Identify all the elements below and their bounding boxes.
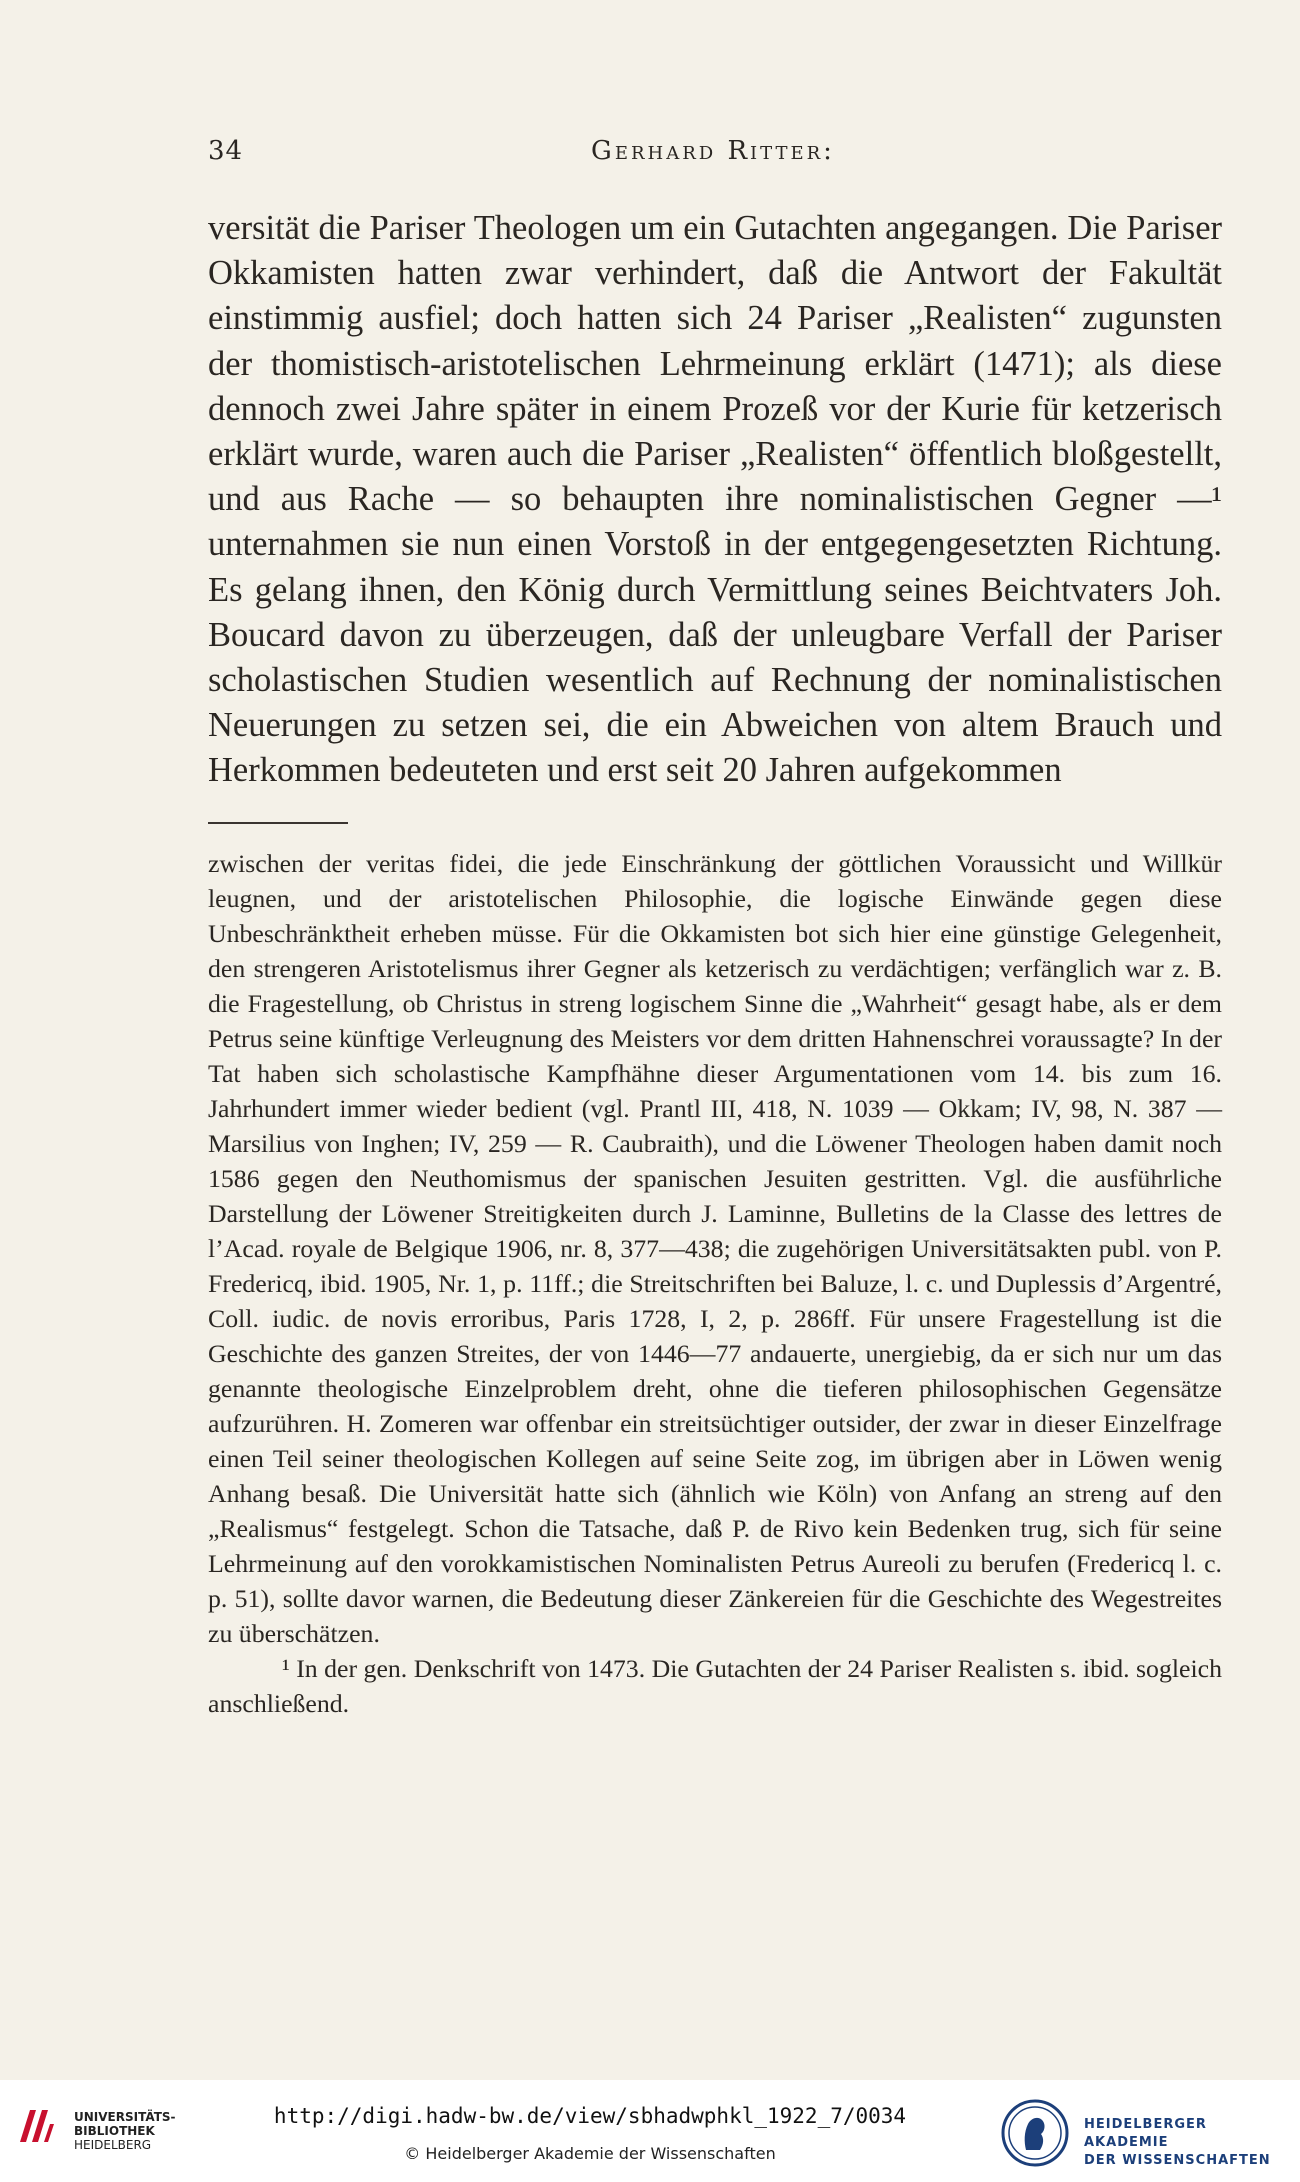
footnotes	[208, 846, 1222, 1721]
page-header	[208, 136, 1218, 176]
library-emblem-icon	[14, 2104, 58, 2148]
footnote-continued: zwischen der veritas fidei, die jede Einschränkung der göttlichen Voraussicht und Willkür leugnen, und der aristotelischen Philosophie, die logische Einwände gegen diese Unbeschränktheit erheben müsse. Für die Okkamisten bot sich hier eine günstige Gelegenheit, den strengeren Aristotelismus ihrer Gegner als ketzerisch zu verdächtigen; verfänglich war z. B. die Fragestellung, ob Christus in streng logischem Sinne die „Wahrheit“ gesagt habe, als er dem Petrus seine künftige Verleugnung des Meisters vor dem dritten Hahnenschrei voraussagte? In der Tat haben sich scholastische Kampfhähne dieser Argumentationen vom 14. bis zum 16. Jahrhundert immer wieder bedient (vgl. Prantl III, 418, N. 1039 — Okkam; IV, 98, N. 387 — Marsilius von Inghen; IV, 259 — R. Caubraith), und die Löwener Theologen haben damit noch 1586 gegen den Neuthomismus der spanischen Jesuiten gestritten. Vgl. die ausführliche Darstellung der Löwener Streitigkeiten durch J. Laminne, Bulletins de la Classe des lettres de l’Acad. royale de Belgique 1906, nr. 8, 377—438; die zugehörigen Universitätsakten publ. von P. Fredericq, ibid. 1905, Nr. 1, p. 11ff.; die Streitschriften bei Baluze, l. c. und Duplessis d’Argentré, Coll. iudic. de novis erroribus, Paris 1728, I, 2, p. 286ff. Für unsere Fragestellung ist die Geschichte des ganzen Streites, der von 1446—77 andauerte, unergiebig, da er sich nur um das genannte theologische Einzelproblem dreht, ohne die tieferen philosophischen Gegensätze aufzurühren. H. Zomeren war offenbar ein streitsüchtiger outsider, der zwar in dieser Einzelfrage einen Teil seiner theologischen Kollegen auf seine Seite zog, im übrigen aber in Löwen wenig Anhang besaß. Die Universität hatte sich (ähnlich wie Köln) von Anfang an streng auf den „Realismus“ festgelegt. Schon die Tatsache, daß P. de Rivo kein Bedenken trug, sich für seine Lehrmeinung auf den vorokkamistischen Nominalisten Petrus Aureoli zu berufen (Fredericq l. c. p. 51), sollte davor warnen, die Bedeutung dieser Zänkereien für die Geschichte des Wegestreites zu überschätzen.	[208, 849, 1222, 1648]
academy-name: HEIDELBERGER AKADEMIE DER WISSENSCHAFTEN	[1084, 2117, 1271, 2168]
footnote-1: ¹ In der gen. Denkschrift von 1473. Die Gutachten der 24 Pariser Realisten s. ibid. sogleich anschließend.	[208, 1654, 1222, 1718]
academy-logo[interactable]	[1000, 2096, 1290, 2166]
copyright-notice: © Heidelberger Akademie der Wissenschaften	[404, 2144, 776, 2163]
university-library-logo[interactable]	[14, 2100, 174, 2162]
page-number: 34	[208, 136, 244, 166]
main-paragraph: versität die Pariser Theologen um ein Gutachten angegangen. Die Pariser Okkamisten hatten zwar verhindert, daß die Antwort der Fakultät einstimmig ausfiel; doch hatten sich 24 Pariser „Realisten“ zugunsten der thomistisch-aristotelischen Lehrmeinung erklärt (1471); als diese dennoch zwei Jahre später in einem Prozeß vor der Kurie für ketzerisch erklärt wurde, waren auch die Pariser „Realisten“ öffentlich bloßgestellt, und aus Rache — so behaupten ihre nominalistischen Gegner —¹ unternahmen sie nun einen Vorstoß in der entgegengesetzten Richtung. Es gelang ihnen, den König durch Vermittlung seines Beichtvaters Joh. Boucard davon zu überzeugen, daß der unleugbare Verfall der Pariser scholastischen Studien wesentlich auf Rechnung der nominalistischen Neuerungen zu setzen sei, die ein Abweichen von altem Brauch und Herkommen bedeuteten und erst seit 20 Jahren aufgekommen	[208, 209, 1222, 790]
main-text	[208, 206, 1222, 794]
permalink-url[interactable]: http://digi.hadw-bw.de/view/sbhadwphkl_1922_7/0034	[273, 2104, 907, 2128]
library-name: UNIVERSITÄTS- BIBLIOTHEK HEIDELBERG	[74, 2110, 176, 2152]
academy-seal-icon	[1000, 2098, 1070, 2168]
footnote-separator	[208, 822, 348, 824]
digitization-footer	[0, 2080, 1300, 2182]
running-title: Gerhard Ritter:	[591, 136, 835, 166]
